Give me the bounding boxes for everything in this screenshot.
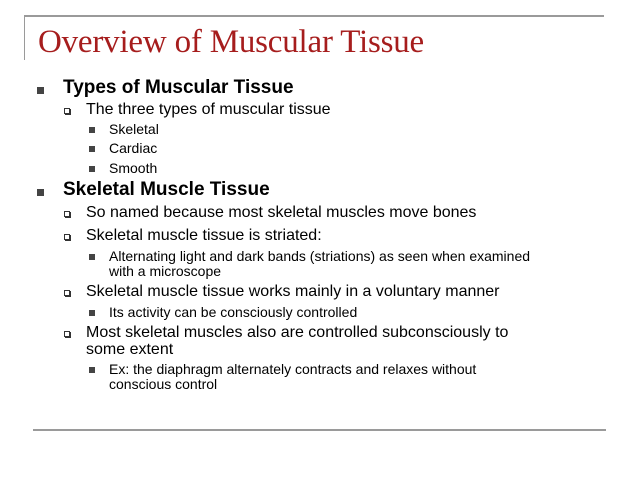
level2-bullet bbox=[64, 211, 70, 217]
skeletal-point-3: Skeletal muscle tissue works mainly in a voluntary manner bbox=[86, 283, 500, 300]
slide-title: Overview of Muscular Tissue bbox=[38, 24, 424, 60]
level1-bullet bbox=[37, 189, 44, 196]
heading-skeletal: Skeletal Muscle Tissue bbox=[63, 179, 270, 200]
skeletal-point-4a-line2: conscious control bbox=[109, 376, 218, 392]
skeletal-point-3a: Its activity can be consciously controlled bbox=[109, 304, 358, 320]
skeletal-point-2: Skeletal muscle tissue is striated: bbox=[86, 227, 322, 244]
types-subheading: The three types of muscular tissue bbox=[86, 101, 331, 118]
level3-bullet bbox=[89, 166, 95, 172]
level3-bullet bbox=[89, 310, 95, 316]
level3-bullet bbox=[89, 127, 95, 133]
skeletal-point-4-line2: some extent bbox=[86, 341, 174, 358]
type-smooth: Smooth bbox=[109, 160, 158, 176]
level2-bullet bbox=[64, 290, 70, 296]
level3-bullet bbox=[89, 254, 95, 260]
bottom-rule bbox=[33, 429, 606, 431]
skeletal-point-1: So named because most skeletal muscles move bones bbox=[86, 204, 477, 221]
skeletal-point-4-line1: Most skeletal muscles also are controlled subconsciously to bbox=[86, 324, 509, 341]
level1-bullet bbox=[37, 87, 44, 94]
type-cardiac: Cardiac bbox=[109, 140, 158, 156]
level2-bullet bbox=[64, 108, 70, 114]
heading-types: Types of Muscular Tissue bbox=[63, 77, 294, 98]
skeletal-point-2a-line1: Alternating light and dark bands (striations) as seen when examined bbox=[109, 248, 531, 264]
title-left-rule bbox=[24, 17, 25, 60]
level2-bullet bbox=[64, 234, 70, 240]
skeletal-point-2a-line2: with a microscope bbox=[109, 263, 222, 279]
skeletal-point-4a-line1: Ex: the diaphragm alternately contracts and relaxes without bbox=[109, 361, 477, 377]
type-skeletal: Skeletal bbox=[109, 121, 159, 137]
level2-bullet bbox=[64, 331, 70, 337]
level3-bullet bbox=[89, 146, 95, 152]
level3-bullet bbox=[89, 367, 95, 373]
title-top-rule bbox=[24, 15, 604, 17]
